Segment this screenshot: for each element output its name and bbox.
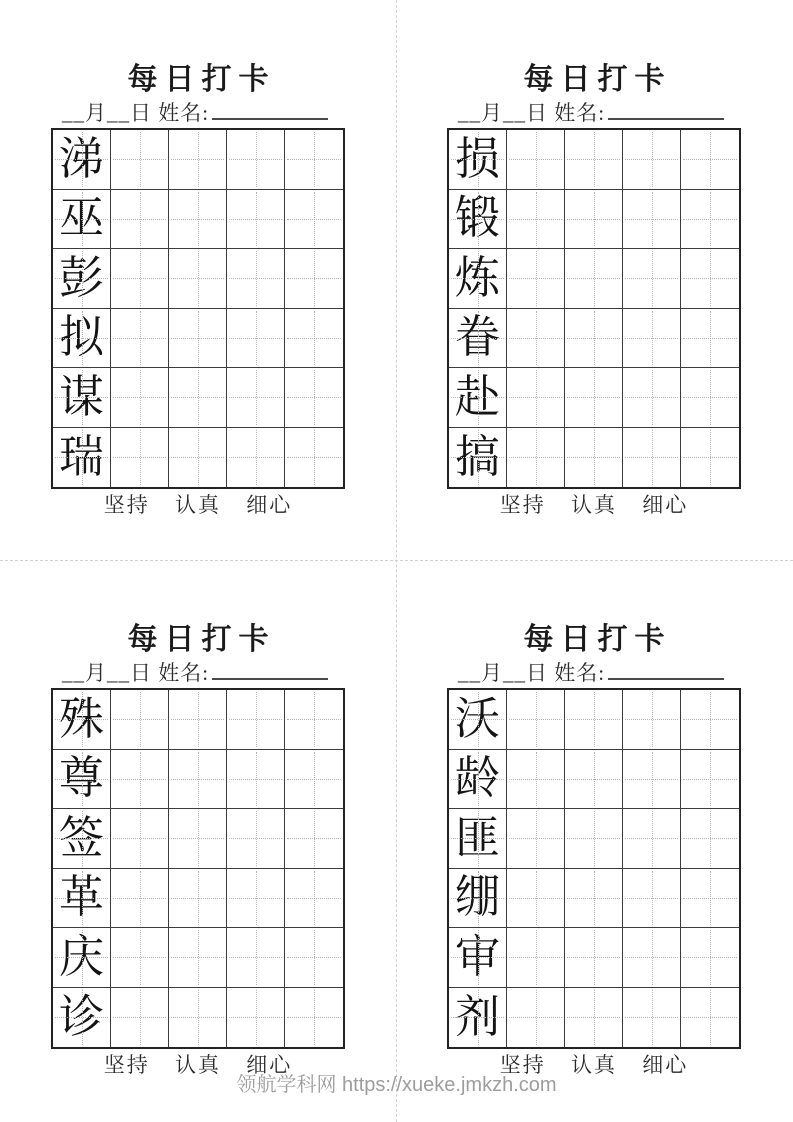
character-cell: 龄 (449, 750, 507, 810)
practice-cell (623, 249, 681, 309)
practice-cell (285, 190, 343, 250)
practice-cell (565, 928, 623, 988)
practice-cell (227, 750, 285, 810)
practice-cell (169, 130, 227, 190)
motto-label: 坚持 认真 细心 (103, 493, 293, 517)
practice-cell (111, 428, 169, 488)
practice-cell (227, 309, 285, 369)
practice-cell (227, 190, 285, 250)
practice-cell (623, 368, 681, 428)
practice-cell (507, 928, 565, 988)
date-name-line (62, 657, 328, 683)
practice-card-top-right (396, 0, 792, 560)
practice-cell (169, 869, 227, 929)
character-cell: 巫 (53, 190, 111, 250)
practice-cell (623, 190, 681, 250)
practice-cell (111, 809, 169, 869)
practice-cell (565, 988, 623, 1048)
practice-cell (681, 368, 739, 428)
practice-card-bottom-left (0, 560, 396, 1120)
practice-cell (285, 809, 343, 869)
site-footer: 领航学科网 https://xueke.jmkzh.com (236, 1074, 557, 1096)
practice-cell (285, 130, 343, 190)
practice-cell (565, 190, 623, 250)
practice-cell (507, 809, 565, 869)
practice-cell (285, 988, 343, 1048)
practice-cell (111, 988, 169, 1048)
practice-cell (681, 869, 739, 929)
practice-grid (51, 128, 345, 489)
practice-cell (507, 988, 565, 1048)
character-cell: 匪 (449, 809, 507, 869)
practice-cell (623, 750, 681, 810)
motto-label: 坚持 认真 细心 (499, 493, 689, 517)
practice-grid (447, 128, 741, 489)
practice-cell (111, 690, 169, 750)
practice-cell (681, 249, 739, 309)
practice-card-top-left (0, 0, 396, 560)
practice-cell (507, 690, 565, 750)
practice-cell (565, 309, 623, 369)
practice-cell (623, 309, 681, 369)
name-blank-line (608, 660, 724, 680)
practice-cell (111, 130, 169, 190)
name-blank-line (608, 100, 724, 120)
character-cell: 谋 (53, 368, 111, 428)
practice-cell (623, 428, 681, 488)
practice-cell (169, 750, 227, 810)
name-blank-line (212, 100, 328, 120)
character-cell: 绷 (449, 869, 507, 929)
practice-cell (111, 368, 169, 428)
character-cell: 拟 (53, 309, 111, 369)
practice-cell (227, 928, 285, 988)
card-title: 每日打卡 (523, 63, 672, 96)
practice-cell (681, 428, 739, 488)
card-title: 每日打卡 (127, 623, 276, 656)
practice-cell (507, 368, 565, 428)
practice-cell (623, 988, 681, 1048)
date-name-line (458, 657, 724, 683)
practice-cell (565, 249, 623, 309)
practice-cell (111, 869, 169, 929)
practice-cell (507, 130, 565, 190)
practice-cell (285, 309, 343, 369)
practice-cell (169, 428, 227, 488)
practice-cell (111, 249, 169, 309)
practice-cell (565, 690, 623, 750)
practice-cell (681, 130, 739, 190)
practice-cell (565, 130, 623, 190)
character-cell: 庆 (53, 928, 111, 988)
character-cell: 剂 (449, 988, 507, 1048)
practice-cell (285, 368, 343, 428)
practice-cell (681, 309, 739, 369)
practice-cell (565, 368, 623, 428)
practice-cell (227, 428, 285, 488)
character-cell: 签 (53, 809, 111, 869)
practice-cell (169, 988, 227, 1048)
practice-cell (227, 249, 285, 309)
character-cell: 瑞 (53, 428, 111, 488)
practice-cell (507, 869, 565, 929)
practice-cell (285, 249, 343, 309)
date-name-label: __月__日 姓名: (62, 661, 210, 685)
character-cell: 锻 (449, 190, 507, 250)
card-title: 每日打卡 (127, 63, 276, 96)
character-cell: 损 (449, 130, 507, 190)
practice-cell (507, 428, 565, 488)
practice-cell (111, 309, 169, 369)
practice-cell (681, 928, 739, 988)
motto-label: 坚持 认真 细心 (499, 1053, 689, 1077)
motto-label: 坚持 认真 细心 (103, 1053, 293, 1077)
character-cell: 革 (53, 869, 111, 929)
character-cell: 眷 (449, 309, 507, 369)
character-cell: 搞 (449, 428, 507, 488)
practice-cell (681, 690, 739, 750)
practice-cell (565, 428, 623, 488)
date-name-label: __月__日 姓名: (458, 101, 606, 125)
practice-cell (169, 690, 227, 750)
practice-cell (285, 750, 343, 810)
practice-cell (681, 809, 739, 869)
practice-cell (227, 690, 285, 750)
practice-cell (507, 190, 565, 250)
date-name-label: __月__日 姓名: (458, 661, 606, 685)
practice-cell (227, 130, 285, 190)
name-blank-line (212, 660, 328, 680)
character-cell: 审 (449, 928, 507, 988)
practice-cell (565, 809, 623, 869)
date-name-line (458, 97, 724, 123)
practice-grid (447, 688, 741, 1049)
practice-cell (285, 690, 343, 750)
practice-cell (111, 928, 169, 988)
practice-cell (169, 368, 227, 428)
practice-cell (169, 309, 227, 369)
practice-cell (227, 869, 285, 929)
practice-cell (507, 249, 565, 309)
date-name-label: __月__日 姓名: (62, 101, 210, 125)
practice-cell (111, 750, 169, 810)
practice-cell (169, 249, 227, 309)
practice-card-bottom-right (396, 560, 792, 1120)
practice-cell (623, 130, 681, 190)
character-cell: 尊 (53, 750, 111, 810)
practice-cell (227, 988, 285, 1048)
character-cell: 殊 (53, 690, 111, 750)
practice-cell (565, 750, 623, 810)
card-title: 每日打卡 (523, 623, 672, 656)
practice-cell (285, 869, 343, 929)
practice-cell (169, 190, 227, 250)
practice-cell (681, 190, 739, 250)
practice-cell (111, 190, 169, 250)
character-cell: 涕 (53, 130, 111, 190)
practice-cell (285, 428, 343, 488)
practice-cell (623, 869, 681, 929)
practice-cell (623, 809, 681, 869)
character-cell: 沃 (449, 690, 507, 750)
practice-cell (623, 690, 681, 750)
practice-cell (227, 809, 285, 869)
practice-cell (507, 750, 565, 810)
practice-cell (507, 309, 565, 369)
practice-cell (681, 988, 739, 1048)
practice-cell (565, 869, 623, 929)
practice-cell (623, 928, 681, 988)
character-cell: 炼 (449, 249, 507, 309)
character-cell: 彭 (53, 249, 111, 309)
practice-cell (285, 928, 343, 988)
practice-cell (169, 928, 227, 988)
character-cell: 诊 (53, 988, 111, 1048)
practice-cell (169, 809, 227, 869)
date-name-line (62, 97, 328, 123)
practice-grid (51, 688, 345, 1049)
character-cell: 赴 (449, 368, 507, 428)
practice-cell (681, 750, 739, 810)
practice-cell (227, 368, 285, 428)
